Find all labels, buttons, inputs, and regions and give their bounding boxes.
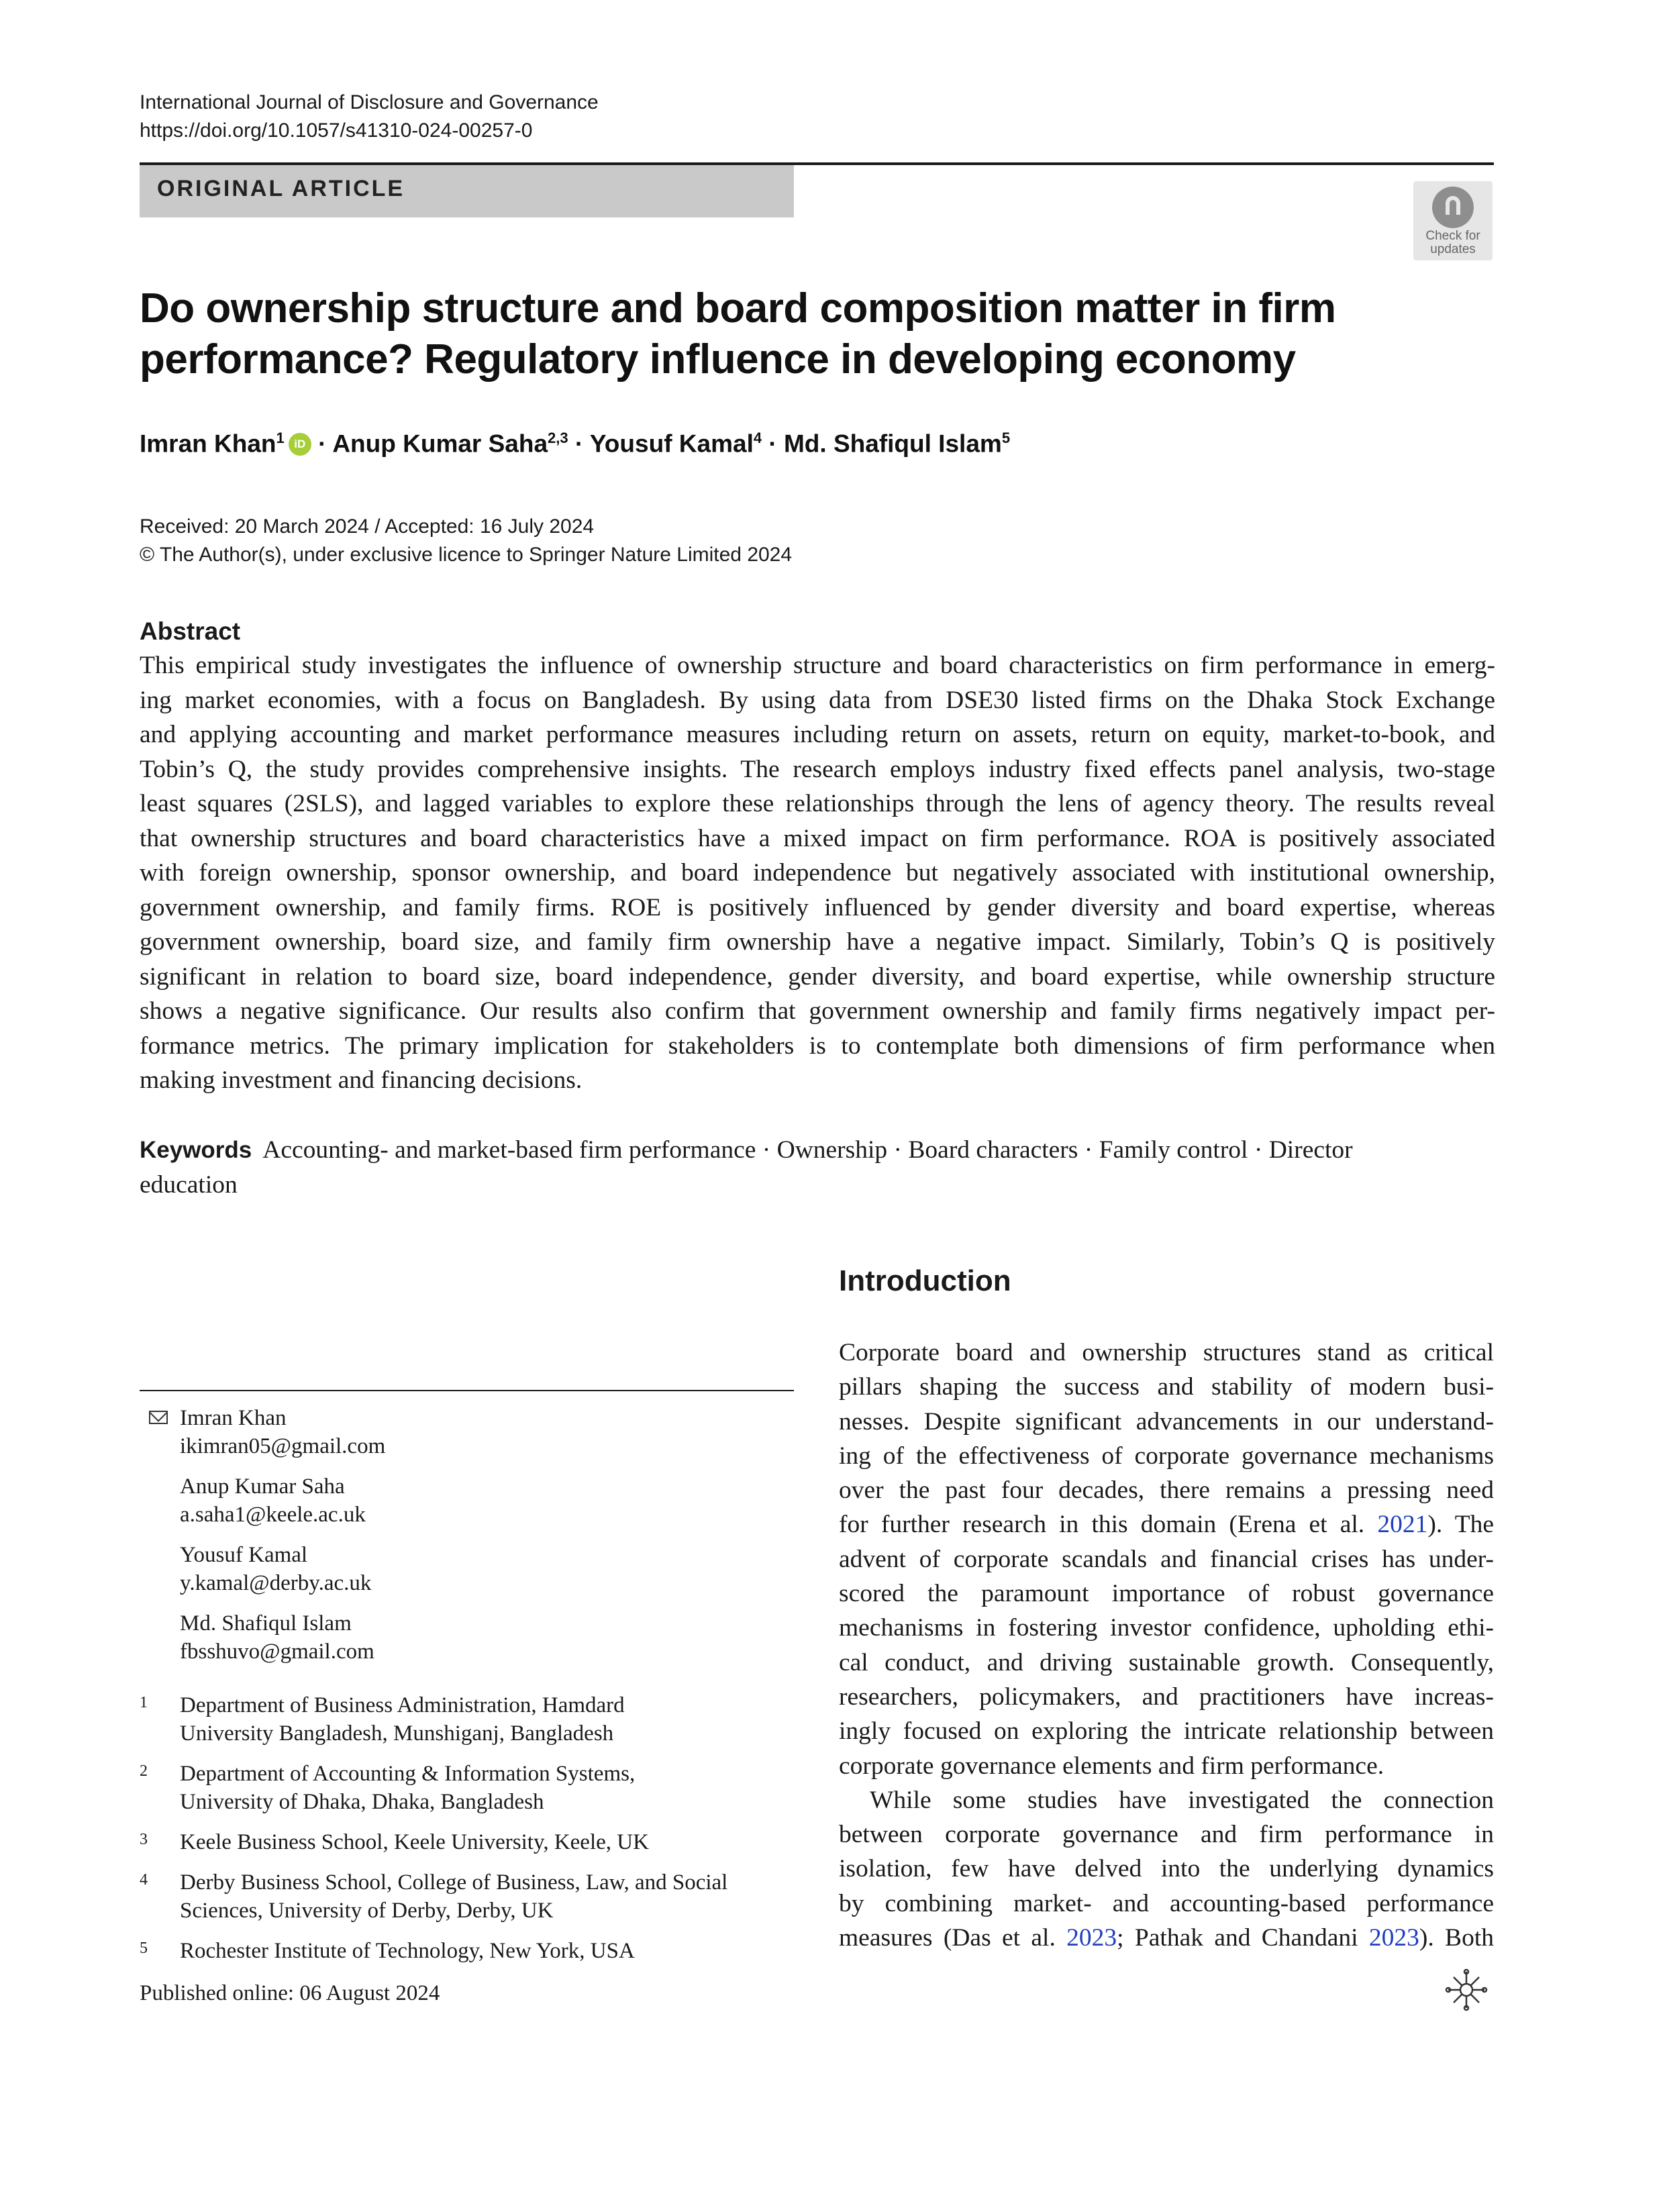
- intro-line: by combining market- and accounting-based performance: [839, 1889, 1494, 1917]
- affiliation-number: 5: [140, 1940, 148, 1957]
- article-title: [140, 283, 1415, 385]
- abstract-body: [140, 648, 1495, 1098]
- check-for-updates-button[interactable]: [1413, 181, 1493, 260]
- intro-line: cal conduct, and driving sustainable growth. Consequently,: [839, 1648, 1494, 1676]
- author-affil-sup: 2,3: [548, 430, 568, 446]
- contact-entry: [140, 1472, 385, 1529]
- affiliation-number: 1: [140, 1694, 148, 1711]
- abstract-line: shows a negative significance. Our results also confirm that government ownership and family firms negatively impact per-: [140, 997, 1495, 1025]
- affiliation-line: Derby Business School, College of Business, Law, and Social: [180, 1870, 728, 1895]
- abstract-line: that ownership structures and board characteristics have a mixed impact on firm performance. ROA is positively associated: [140, 824, 1495, 852]
- abstract-line: significant in relation to board size, board independence, gender diversity, and board expertise, while ownership structure: [140, 962, 1495, 991]
- intro-text: ; Pathak and Chandani: [1117, 1924, 1369, 1952]
- affiliation-line: Rochester Institute of Technology, New York, USA: [180, 1939, 635, 1963]
- abstract-line: government ownership, and family firms. ROE is positively influenced by gender diversity and board expertise, whereas: [140, 893, 1495, 921]
- abstract-line: This empirical study investigates the influence of ownership structure and board characteristics on firm performance in emerg-: [140, 652, 1495, 679]
- contact-entry: [140, 1609, 385, 1666]
- intro-line: [839, 1921, 1494, 1955]
- doi-link[interactable]: https://doi.org/10.1057/s41310-024-00257-0: [140, 119, 533, 142]
- contact-name: Anup Kumar Saha: [180, 1474, 345, 1499]
- intro-line: ing of the effectiveness of corporate governance mechanisms: [839, 1442, 1494, 1470]
- affiliation: [140, 1937, 727, 1965]
- abstract-line: least squares (2SLS), and lagged variables to explore these relationships through the lens of agency theory. The results reveal: [140, 790, 1495, 817]
- intro-text: ). The: [1427, 1511, 1494, 1539]
- intro-line: mechanisms in fostering investor confidence, upholding ethi-: [839, 1614, 1494, 1642]
- published-date: Published online: 06 August 2024: [140, 1981, 440, 2005]
- affiliation: [140, 1691, 727, 1748]
- title-line: performance? Regulatory influence in developing economy: [140, 336, 1296, 383]
- title-line: Do ownership structure and board composition matter in firm: [140, 285, 1336, 332]
- intro-line: ingly focused on exploring the intricate relationship between: [839, 1717, 1494, 1746]
- contact-name: Imran Khan: [180, 1406, 287, 1430]
- affiliation-number: 2: [140, 1762, 148, 1780]
- author-affil-sup: 4: [753, 430, 762, 446]
- abstract-line: Tobin’s Q, the study provides comprehensive insights. The research employs industry fixed effects panel analysis, two-stage: [140, 755, 1495, 783]
- keywords-label: Keywords: [140, 1137, 252, 1163]
- affiliation: [140, 1868, 727, 1925]
- affiliation-line: Sciences, University of Derby, Derby, UK: [180, 1899, 554, 1923]
- author-name[interactable]: Imran Khan: [140, 430, 276, 458]
- contact-email[interactable]: ikimran05@gmail.com: [180, 1434, 386, 1458]
- affiliation-number: 3: [140, 1831, 148, 1848]
- intro-line: Corporate board and ownership structures stand as critical: [839, 1339, 1494, 1366]
- check-updates-line-1: Check for: [1425, 229, 1480, 243]
- affiliation-line: University of Dhaka, Dhaka, Bangladesh: [180, 1790, 544, 1814]
- abstract-line: ing market economies, with a focus on Bangladesh. By using data from DSE30 listed firms on the Dhaka Stock Exchange: [140, 686, 1495, 714]
- introduction-body: [839, 1336, 1494, 1955]
- abstract-line: with foreign ownership, sponsor ownership, and board independence but negatively associated with institutional ownership,: [140, 859, 1495, 887]
- abstract-line: formance metrics. The primary implication for stakeholders is to contemplate both dimensions of firm performance when: [140, 1032, 1495, 1060]
- orcid-icon[interactable]: iD: [289, 433, 311, 456]
- intro-line: pillars shaping the success and stability of modern busi-: [839, 1373, 1494, 1401]
- contact-email[interactable]: a.saha1@keele.ac.uk: [180, 1503, 366, 1527]
- journal-header: [140, 89, 599, 145]
- affiliation-number: 4: [140, 1871, 148, 1889]
- contact-email[interactable]: fbsshuvo@gmail.com: [180, 1640, 374, 1664]
- citation-link[interactable]: 2021: [1377, 1511, 1428, 1539]
- author-separator: ·: [318, 430, 327, 458]
- keywords: [140, 1133, 1495, 1202]
- author-separator: ·: [574, 430, 584, 458]
- intro-line: corporate governance elements and firm performance.: [839, 1752, 1384, 1780]
- article-dates: [140, 513, 792, 569]
- affiliation-line: Department of Accounting & Information Systems,: [180, 1762, 636, 1786]
- citation-link[interactable]: 2023: [1066, 1924, 1117, 1952]
- envelope-icon: [149, 1411, 168, 1424]
- citation-link[interactable]: 2023: [1368, 1924, 1419, 1952]
- abstract-line: and applying accounting and market performance measures including return on assets, return on equity, market-to-book, and: [140, 721, 1495, 748]
- author-name[interactable]: Yousuf Kamal: [589, 430, 754, 458]
- contact-name: Yousuf Kamal: [180, 1543, 308, 1567]
- affiliation-line: Department of Business Administration, Hamdard: [180, 1693, 625, 1717]
- affiliation: [140, 1760, 727, 1816]
- affiliation-line: University Bangladesh, Munshiganj, Bangladesh: [180, 1721, 614, 1746]
- intro-line: advent of corporate scandals and financial crises has under-: [839, 1545, 1494, 1573]
- footnote-rule: [140, 1390, 794, 1391]
- intro-line: over the past four decades, there remains a pressing need: [839, 1476, 1494, 1505]
- author-contacts: [140, 1404, 385, 1678]
- intro-text: ). Both: [1419, 1924, 1494, 1952]
- introduction-heading: Introduction: [839, 1264, 1011, 1297]
- copyright-notice: © The Author(s), under exclusive licence to Springer Nature Limited 2024: [140, 544, 793, 566]
- contact-entry: [140, 1541, 385, 1597]
- intro-line: scored the paramount importance of robust governance: [839, 1580, 1494, 1608]
- crossmark-icon: [1432, 187, 1474, 228]
- keywords-text: education: [140, 1170, 238, 1199]
- author-name[interactable]: Md. Shafiqul Islam: [783, 430, 1002, 458]
- contact-entry: [140, 1404, 385, 1460]
- author-affil-sup: 1: [276, 430, 285, 446]
- contact-email[interactable]: y.kamal@derby.ac.uk: [180, 1571, 372, 1595]
- affiliations: [140, 1691, 727, 1977]
- springer-logo-icon: [1443, 1966, 1490, 2013]
- intro-line: [839, 1507, 1494, 1542]
- author-separator: ·: [768, 430, 777, 458]
- intro-text: measures (Das et al.: [839, 1924, 1067, 1952]
- affiliation: [140, 1828, 727, 1856]
- intro-line: researchers, policymakers, and practitioners have increas-: [839, 1682, 1494, 1711]
- article-type-band: [140, 165, 794, 217]
- intro-line: While some studies have investigated the connection: [870, 1786, 1494, 1814]
- article-type: ORIGINAL ARTICLE: [157, 176, 405, 201]
- check-updates-line-2: updates: [1430, 242, 1476, 256]
- contact-name: Md. Shafiqul Islam: [180, 1611, 352, 1636]
- affiliation-line: Keele Business School, Keele University, Keele, UK: [180, 1830, 649, 1854]
- journal-name: International Journal of Disclosure and Governance: [140, 91, 599, 113]
- author-list: [140, 430, 1010, 458]
- keywords-text: Accounting- and market-based firm performance · Ownership · Board characters · Family control · Director: [262, 1136, 1353, 1164]
- abstract-line: government ownership, board size, and family firm ownership have a negative impact. Similarly, Tobin’s Q is positively: [140, 928, 1495, 956]
- author-name[interactable]: Anup Kumar Saha: [332, 430, 548, 458]
- abstract-heading: Abstract: [140, 617, 241, 645]
- intro-text: for further research in this domain (Erena et al.: [839, 1511, 1378, 1539]
- intro-line: isolation, few have delved into the underlying dynamics: [839, 1855, 1494, 1883]
- intro-line: nesses. Despite significant advancements in our understand-: [839, 1407, 1494, 1436]
- author-affil-sup: 5: [1001, 430, 1011, 446]
- received-accepted: Received: 20 March 2024 / Accepted: 16 July 2024: [140, 515, 595, 538]
- intro-line: between corporate governance and firm performance in: [839, 1821, 1494, 1849]
- abstract-line: making investment and financing decisions.: [140, 1066, 583, 1094]
